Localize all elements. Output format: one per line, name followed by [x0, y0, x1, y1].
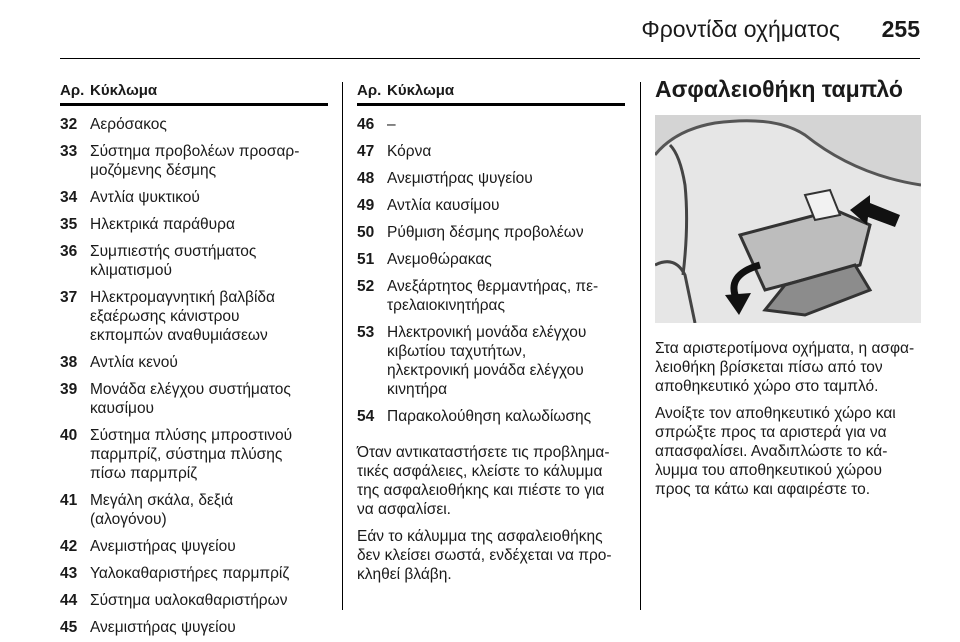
- fuse-circuit: Μεγάλη σκάλα, δεξιά (αλογόνου): [90, 492, 234, 528]
- fuse-circuit: Ανεξάρτητος θερμαντήρας, πε- τρελαιοκινητήρας: [387, 278, 599, 314]
- fuse-row: [60, 537, 328, 556]
- fuse-circuit: Αντλία ψυκτικού: [90, 189, 200, 206]
- fuse-circuit: Ρύθμιση δέσμης προβολέων: [387, 224, 584, 241]
- table-header: [357, 82, 625, 106]
- fuse-number: 38: [60, 354, 78, 371]
- column-divider: [640, 82, 641, 610]
- fuse-table-column-1: [60, 82, 328, 637]
- fuse-circuit: Ηλεκτρομαγνητική βαλβίδα εξαέρωσης κάνιστρου εκπομπών αναθυμιάσεων: [90, 289, 275, 344]
- fuse-circuit: Αντλία καυσίμου: [387, 197, 500, 214]
- fuse-circuit: Ανεμιστήρας ψυγείου: [90, 538, 236, 555]
- fuse-row: [357, 142, 625, 161]
- fuse-row: [60, 142, 328, 180]
- fuse-number: 45: [60, 619, 78, 636]
- fuse-number: 41: [60, 492, 78, 509]
- fuse-circuit: Μονάδα ελέγχου συστήματος καυσίμου: [90, 381, 291, 417]
- fuse-number: 32: [60, 116, 78, 133]
- fuse-row: [60, 380, 328, 418]
- fuse-number: 39: [60, 381, 78, 398]
- fuse-number: 47: [357, 143, 375, 160]
- header-no: Αρ.: [357, 82, 382, 99]
- fuse-row: [60, 353, 328, 372]
- fuse-circuit: Ανεμιστήρας ψυγείου: [387, 170, 533, 187]
- fuse-number: 53: [357, 324, 375, 341]
- fuse-number: 46: [357, 116, 375, 133]
- fuse-circuit: Σύστημα προβολέων προσαρ- μοζόμενης δέσμης: [90, 143, 300, 179]
- header-circuit: Κύκλωμα: [387, 82, 455, 99]
- fuse-circuit: Ηλεκτρικά παράθυρα: [90, 216, 235, 233]
- fuse-row: [60, 491, 328, 529]
- fuse-circuit: Σύστημα υαλοκαθαριστήρων: [90, 592, 288, 609]
- fuse-circuit: Υαλοκαθαριστήρες παρμπρίζ: [90, 565, 290, 582]
- fuse-circuit: Ανεμιστήρας ψυγείου: [90, 619, 236, 636]
- fuse-number: 42: [60, 538, 78, 555]
- fuse-row: [60, 242, 328, 280]
- fuse-number: 49: [357, 197, 375, 214]
- fuse-number: 35: [60, 216, 78, 233]
- fuse-number: 48: [357, 170, 375, 187]
- fuse-circuit: Αντλία κενού: [90, 354, 178, 371]
- fuse-number: 51: [357, 251, 375, 268]
- fuse-row: [60, 618, 328, 637]
- fuse-number: 54: [357, 408, 375, 425]
- fuse-row: [60, 426, 328, 483]
- fuse-row: [357, 407, 625, 426]
- fuse-number: 50: [357, 224, 375, 241]
- fuse-row: [60, 564, 328, 583]
- fuse-row: [357, 115, 625, 134]
- page-number: 255: [881, 16, 920, 42]
- fuse-number: 34: [60, 189, 78, 206]
- fuse-circuit: Συμπιεστής συστήματος κλιματισμού: [90, 243, 257, 279]
- fuse-row: [60, 215, 328, 234]
- page-header-title: Φροντίδα οχήματος: [641, 16, 840, 42]
- fuse-row: [357, 223, 625, 242]
- section-title: Ασφαλειοθήκη ταμπλό: [655, 76, 903, 102]
- fuse-number: 33: [60, 143, 78, 160]
- body-paragraph: Ανοίξτε τον αποθηκευτικό χώρο και σπρώξτε προς τα αριστερά για να απασφαλίσει. Αναδιπλώστε το κά- λυμμα του αποθηκευτικού χώρου προς τα κάτω και αφαιρέστε το.: [655, 405, 896, 498]
- fuse-row: [357, 323, 625, 399]
- fuse-row: [357, 277, 625, 315]
- fuse-table-column-2: [357, 82, 625, 584]
- fuse-circuit: Σύστημα πλύσης μπροστινού παρμπρίζ, σύστημα πλύσης πίσω παρμπρίζ: [90, 427, 293, 482]
- header-no: Αρ.: [60, 82, 85, 99]
- body-paragraph: Εάν το κάλυμμα της ασφαλειοθήκης δεν κλείσει σωστά, ενδέχεται να προ- κληθεί βλάβη.: [357, 528, 612, 583]
- body-paragraph: Όταν αντικαταστήσετε τις προβλημα- τικές ασφάλειες, κλείστε το κάλυμμα της ασφαλειοθήκης και πιέστε το για να ασφαλίσει.: [357, 444, 610, 518]
- fuse-circuit: Ηλεκτρονική μονάδα ελέγχου κιβωτίου ταχυτήτων, ηλεκτρονική μονάδα ελέγχου κινητήρα: [387, 324, 587, 398]
- fuse-number: 44: [60, 592, 78, 609]
- fuse-row: [357, 169, 625, 188]
- fuse-row: [357, 250, 625, 269]
- body-paragraph: Στα αριστεροτίμονα οχήματα, η ασφα- λειοθήκη βρίσκεται πίσω από τον αποθηκευτικό χώρο στο ταμπλό.: [655, 340, 915, 395]
- fuse-row: [60, 591, 328, 610]
- fuse-row: [357, 196, 625, 215]
- fuse-number: 43: [60, 565, 78, 582]
- fuse-circuit: Αερόσακος: [90, 116, 167, 133]
- table-header: [60, 82, 328, 106]
- fuse-row: [60, 288, 328, 345]
- header-divider: [60, 58, 920, 59]
- fuse-circuit: Ανεμοθώρακας: [387, 251, 492, 268]
- fuse-circuit: –: [387, 116, 396, 133]
- column-divider: [342, 82, 343, 610]
- fuse-circuit: Παρακολούθηση καλωδίωσης: [387, 408, 592, 425]
- fuse-circuit: Κόρνα: [387, 143, 432, 160]
- fusebox-illustration: [655, 115, 921, 323]
- fuse-row: [60, 115, 328, 134]
- header-circuit: Κύκλωμα: [90, 82, 158, 99]
- fuse-row: [60, 188, 328, 207]
- instrument-panel-fusebox-section: [655, 76, 923, 499]
- fuse-number: 36: [60, 243, 78, 260]
- fuse-number: 40: [60, 427, 78, 444]
- fuse-number: 52: [357, 278, 375, 295]
- fuse-number: 37: [60, 289, 78, 306]
